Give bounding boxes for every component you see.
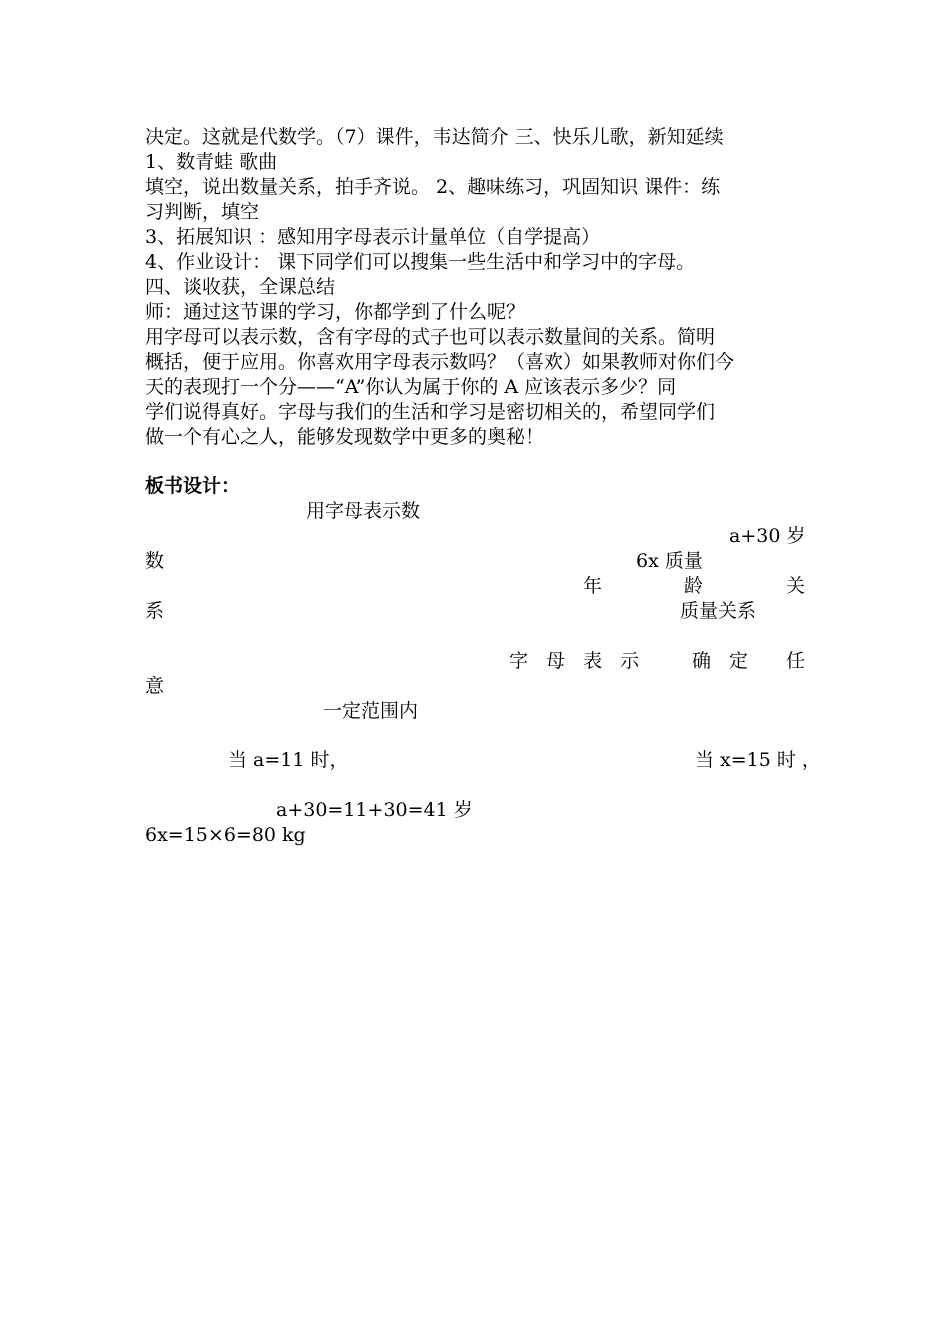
board-label-ren: 任 <box>786 650 806 672</box>
board-mass-equation: 6x=15×6=80 kg <box>145 824 306 846</box>
board-label-ling: 龄 <box>684 575 704 597</box>
text-line: 天的表现打一个分——“A”你认为属于你的 A 应该表示多少？同 <box>145 376 677 398</box>
board-label-yi: 意 <box>145 675 165 697</box>
board-label-xi: 系 <box>145 600 165 622</box>
board-when-x: 当 x=15 时 ， <box>695 749 821 771</box>
board-range: 一定范围内 <box>323 700 419 722</box>
board-letter-represents: 字 母 表 示 <box>509 650 646 672</box>
board-age-expression: a+30 岁 <box>729 525 806 547</box>
board-title: 用字母表示数 <box>306 500 421 522</box>
board-label-nian: 年 <box>583 575 603 597</box>
text-line: 4、作业设计： 课下同学们可以搜集一些生活中和学习中的字母。 <box>145 251 696 273</box>
text-line: 1、数青蛙 歌曲 <box>145 151 278 173</box>
text-line: 做一个有心之人，能够发现数学中更多的奥秘！ <box>145 426 545 448</box>
text-line: 3、拓展知识 ：感知用字母表示计量单位（自学提高） <box>145 226 601 248</box>
text-line: 习判断，填空 <box>145 201 260 223</box>
text-line: 学们说得真好。字母与我们的生活和学习是密切相关的，希望同学们 <box>145 401 716 423</box>
board-label-shu: 数 <box>145 550 165 572</box>
board-label-guan: 关 <box>786 575 806 597</box>
text-line: 师：通过这节课的学习，你都学到了什么呢？ <box>145 301 526 323</box>
board-age-equation: a+30=11+30=41 岁 <box>276 799 473 821</box>
board-mass-expression: 6x 质量 <box>636 550 703 572</box>
text-line: 填空，说出数量关系，拍手齐说。 2、趣味练习，巩固知识 课件：练 <box>145 176 721 198</box>
board-when-a: 当 a=11 时， <box>228 749 349 771</box>
text-line: 概括，便于应用。你喜欢用字母表示数吗？（喜欢）如果教师对你们今 <box>145 351 735 373</box>
text-line: 用字母可以表示数，含有字母的式子也可以表示数量间的关系。简明 <box>145 326 716 348</box>
text-line: 决定。这就是代数学。（7）课件，韦达简介 三、快乐儿歌，新知延续 <box>145 126 724 148</box>
board-heading: 板书设计： <box>145 475 241 497</box>
board-label-queding: 确 定 <box>692 650 755 672</box>
board-mass-relation: 质量关系 <box>680 600 757 622</box>
text-line: 四、谈收获，全课总结 <box>145 276 336 298</box>
